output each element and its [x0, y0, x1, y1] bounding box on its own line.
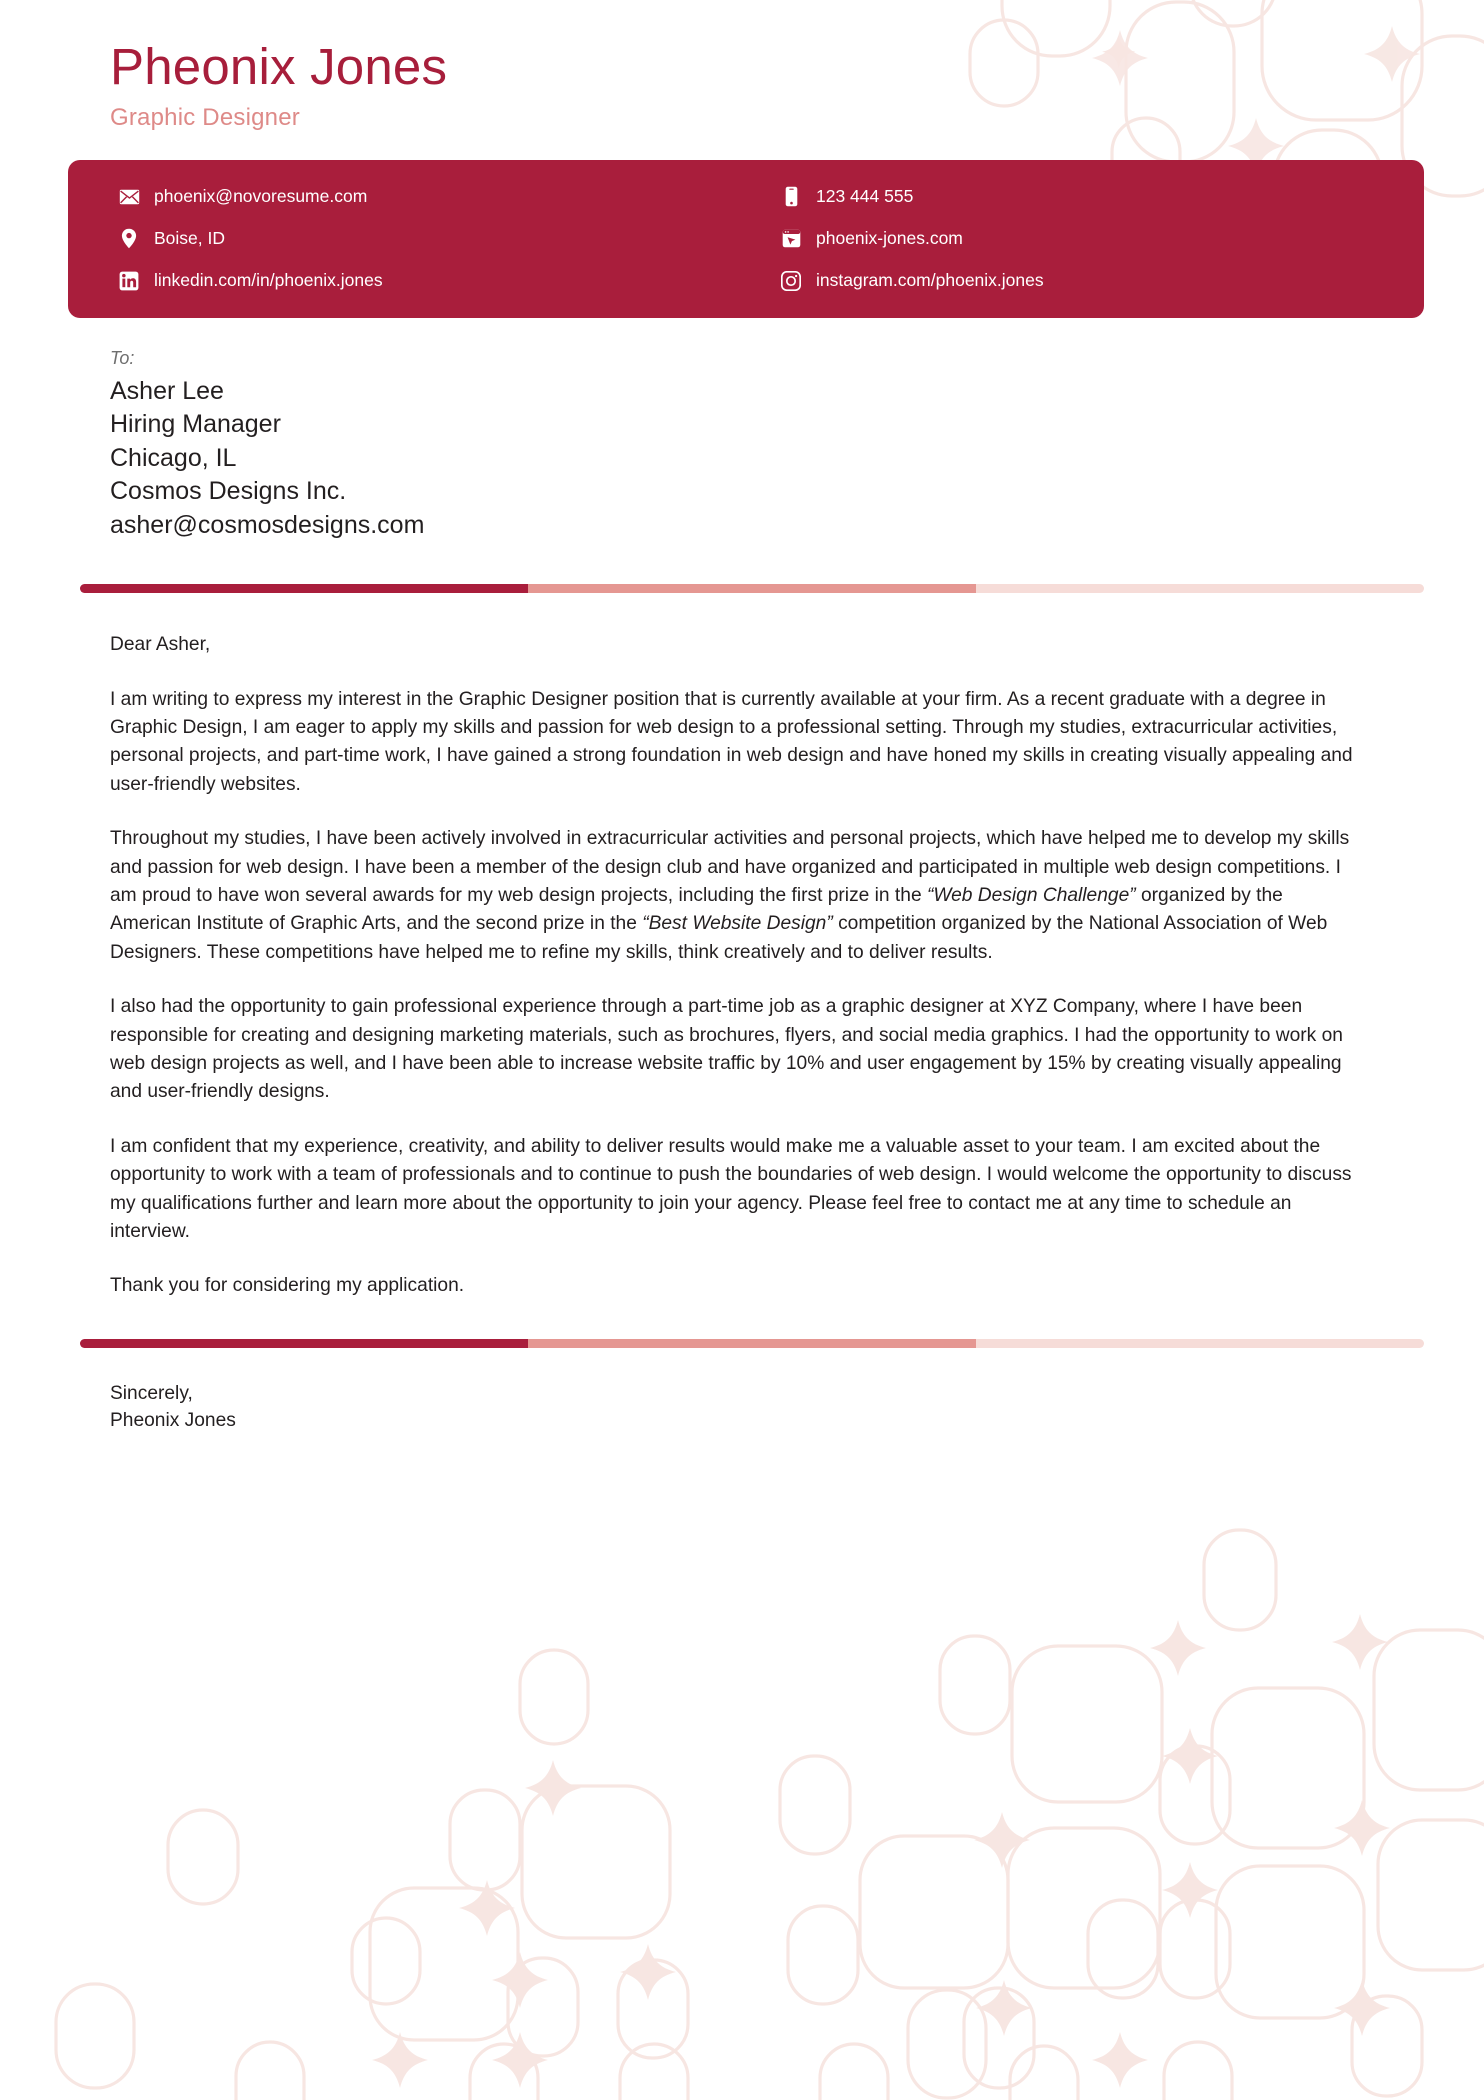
- award-quote-2: “Best Website Design”: [642, 913, 833, 935]
- contact-label: linkedin.com/in/phoenix.jones: [154, 269, 383, 290]
- signature-name: Pheonix Jones: [110, 1410, 236, 1432]
- location-pin-icon: [118, 228, 140, 250]
- contact-item-instagram[interactable]: [746, 270, 1424, 292]
- contact-bar: [68, 160, 1424, 318]
- divider-segment-light: [976, 1339, 1424, 1348]
- contact-label: instagram.com/phoenix.jones: [816, 269, 1044, 290]
- paragraph-2-text-c: competition organized by the National Association of Web Designers. These competitions have helped me to refine my skills, think creatively and to deliver results.: [110, 913, 1328, 963]
- divider-segment-medium: [528, 584, 976, 593]
- award-quote-1: “Web Design Challenge”: [926, 884, 1136, 906]
- divider-bottom: [80, 1339, 1424, 1348]
- instagram-icon: [780, 270, 802, 292]
- recipient-name: Asher Lee: [110, 376, 224, 405]
- paragraph-4: I am confident that my experience, creativity, and ability to deliver results would make me a valuable asset to your team. I am excited about the opportunity to work with a team of professionals and to continue to push the boundaries of web design. I would welcome the opportunity to discuss my qualifications further and learn more about the opportunity to join your agency. Please feel free to contact me at any time to schedule an interview.: [110, 1135, 1352, 1243]
- paragraph-2: [110, 825, 1365, 967]
- contact-item-email[interactable]: [68, 186, 746, 208]
- recipient-role: Hiring Manager: [110, 410, 281, 439]
- divider-segment-light: [976, 584, 1424, 593]
- phone-icon: [780, 186, 802, 208]
- contact-item-linkedin[interactable]: [68, 270, 746, 292]
- envelope-icon: [118, 186, 140, 208]
- contact-item-phone[interactable]: [746, 186, 1424, 208]
- paragraph-1: I am writing to express my interest in the Graphic Designer position that is currently available at your firm. As a recent graduate with a degree in Graphic Design, I am eager to apply my skills and passion for web design to a professional setting. Through my studies, extracurricular activities, personal projects, and part-time work, I have gained a strong foundation in web design and have honed my skills in creating visually appealing and user-friendly websites.: [110, 688, 1353, 795]
- divider-segment-dark: [80, 584, 528, 593]
- to-label: To:: [110, 347, 135, 368]
- paragraph-5: Thank you for considering my application.: [110, 1275, 465, 1297]
- divider-segment-medium: [528, 1339, 976, 1348]
- signature-block: [110, 1380, 1484, 1435]
- contact-label: phoenix-jones.com: [816, 227, 963, 248]
- job-title: Graphic Designer: [110, 103, 300, 131]
- contact-label: 123 444 555: [816, 185, 914, 206]
- website-icon: [780, 228, 802, 250]
- page-title: Pheonix Jones: [110, 38, 448, 95]
- recipient-company: Cosmos Designs Inc.: [110, 477, 347, 506]
- header: [0, 0, 1484, 132]
- contact-item-location[interactable]: [68, 228, 746, 250]
- divider-segment-dark: [80, 1339, 528, 1348]
- letter-body: [110, 631, 1365, 1301]
- contact-label: Boise, ID: [154, 227, 225, 248]
- recipient-block: [110, 348, 1484, 543]
- paragraph-2-text-a: Throughout my studies, I have been actively involved in extracurricular activities and personal projects, which have helped me to develop my skills and passion for web design. I have been a member of the design club and have organized and participated in multiple web design competitions. I am proud to have won several awards for my web design projects, including the first prize in the: [110, 828, 1350, 906]
- signature-closing: Sincerely,: [110, 1382, 193, 1404]
- contact-label: phoenix@novoresume.com: [154, 185, 368, 206]
- divider-top: [80, 584, 1424, 593]
- contact-item-website[interactable]: [746, 228, 1424, 250]
- linkedin-icon: [118, 270, 140, 292]
- salutation: Dear Asher,: [110, 634, 211, 656]
- paragraph-2-text-b: organized by the American Institute of Graphic Arts, and the second prize in the: [110, 884, 1283, 935]
- recipient-email: asher@cosmosdesigns.com: [110, 510, 425, 539]
- paragraph-3: I also had the opportunity to gain professional experience through a part-time job as a graphic designer at XYZ Company, where I have been responsible for creating and designing marketing materials, such as brochures, flyers, and social media graphics. I had the opportunity to work on web design projects as well, and I have been able to increase website traffic by 10% and user engagement by 15% by creating visually appealing and user-friendly designs.: [110, 996, 1343, 1103]
- recipient-city: Chicago, IL: [110, 443, 237, 472]
